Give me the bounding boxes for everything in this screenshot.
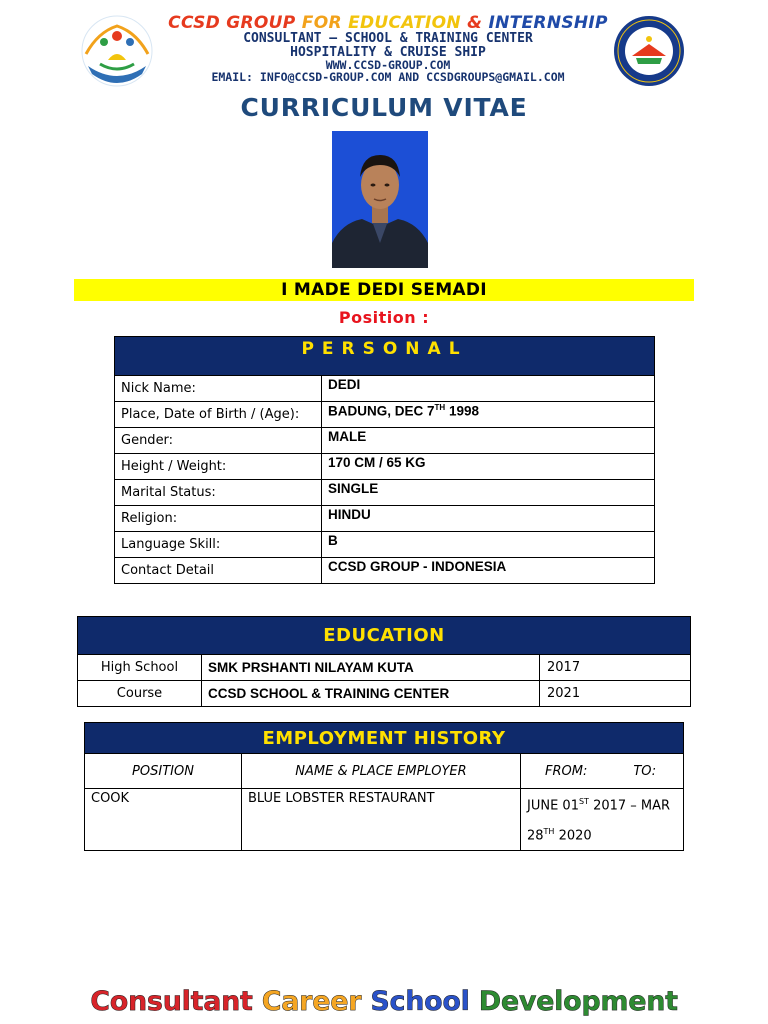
from-date: JUNE 01 (527, 798, 579, 814)
field-value: 170 CM / 65 KG (322, 454, 655, 480)
education-heading: EDUCATION (78, 617, 691, 655)
table-row (115, 376, 655, 402)
education-year: 2017 (540, 655, 691, 681)
brand-part-5: INTERNSHIP (488, 13, 608, 33)
dob-value: BADUNG, DEC 7 (328, 403, 435, 419)
education-school: CCSD SCHOOL & TRAINING CENTER (202, 681, 540, 707)
field-value: B (322, 532, 655, 558)
field-value (322, 402, 655, 428)
col-position: POSITION (85, 754, 242, 789)
field-label: Language Skill: (115, 532, 322, 558)
cv-title: CURRICULUM VITAE (240, 93, 528, 122)
employment-employer: BLUE LOBSTER RESTAURANT (242, 789, 521, 851)
brand-tagline-2: HOSPITALITY & CRUISE SHIP (290, 45, 486, 60)
employment-column-headers (85, 754, 684, 789)
ccsd-seal-right (610, 14, 688, 88)
education-level: High School (78, 655, 202, 681)
brand-tagline-1: CONSULTANT – SCHOOL & TRAINING CENTER (243, 31, 533, 46)
footer-word-career: Career (261, 986, 362, 1017)
field-label: Place, Date of Birth / (Age): (115, 402, 322, 428)
table-row (115, 558, 655, 584)
footer-word-consultant: Consultant (90, 986, 253, 1017)
employment-table (84, 722, 684, 851)
footer-word-development: Development (478, 986, 678, 1017)
footer-word-school: School (370, 986, 470, 1017)
field-label: Religion: (115, 506, 322, 532)
brand-website: WWW.CCSD-GROUP.COM (325, 58, 451, 72)
col-to: TO: (633, 763, 657, 779)
dob-suffix: TH (434, 403, 446, 412)
field-value: MALE (322, 428, 655, 454)
table-row (115, 532, 655, 558)
education-table (77, 616, 691, 707)
table-row (78, 655, 691, 681)
candidate-name: I MADE DEDI SEMADI (74, 279, 694, 301)
brand-part-4: & (467, 13, 489, 33)
field-value: CCSD GROUP - INDONESIA (322, 558, 655, 584)
employment-period (521, 789, 684, 851)
education-school: SMK PRSHANTI NILAYAM KUTA (202, 655, 540, 681)
field-value: SINGLE (322, 480, 655, 506)
brand-email: EMAIL: INFO@CCSD-GROUP.COM AND CCSDGROUPS@GMAIL.COM (211, 70, 565, 84)
dob-year: 1998 (445, 403, 479, 419)
table-row (115, 506, 655, 532)
col-employer: NAME & PLACE EMPLOYER (242, 754, 521, 789)
education-year: 2021 (540, 681, 691, 707)
field-value: DEDI (322, 376, 655, 402)
field-label: Gender: (115, 428, 322, 454)
table-row (115, 402, 655, 428)
table-row (85, 789, 684, 851)
to-date: 28 (527, 828, 544, 844)
from-suffix: ST (578, 797, 589, 806)
field-label: Marital Status: (115, 480, 322, 506)
table-row (115, 454, 655, 480)
footer-slogan (0, 986, 768, 1017)
brand-part-3: EDUCATION (348, 13, 468, 33)
field-label: Contact Detail (115, 558, 322, 584)
employment-heading: EMPLOYMENT HISTORY (85, 723, 684, 754)
personal-heading: PERSONAL (115, 337, 655, 376)
field-value: HINDU (322, 506, 655, 532)
from-year: 2017 – MAR (588, 798, 671, 814)
table-row (78, 681, 691, 707)
to-year: 2020 (554, 828, 592, 844)
field-label: Height / Weight: (115, 454, 322, 480)
col-from: FROM: (545, 763, 588, 779)
brand-part-2: FOR (301, 13, 349, 33)
personal-table (114, 336, 655, 584)
table-row (115, 428, 655, 454)
col-period (521, 754, 684, 789)
to-suffix: TH (543, 827, 555, 837)
ccsd-logo-left (78, 14, 156, 88)
employment-position: COOK (85, 789, 242, 851)
candidate-photo (332, 131, 428, 268)
brand-part-1: CCSD GROUP (168, 13, 302, 33)
field-label: Nick Name: (115, 376, 322, 402)
position-label: Position : (338, 308, 430, 327)
education-level: Course (78, 681, 202, 707)
table-row (115, 480, 655, 506)
brand-title (158, 13, 618, 33)
